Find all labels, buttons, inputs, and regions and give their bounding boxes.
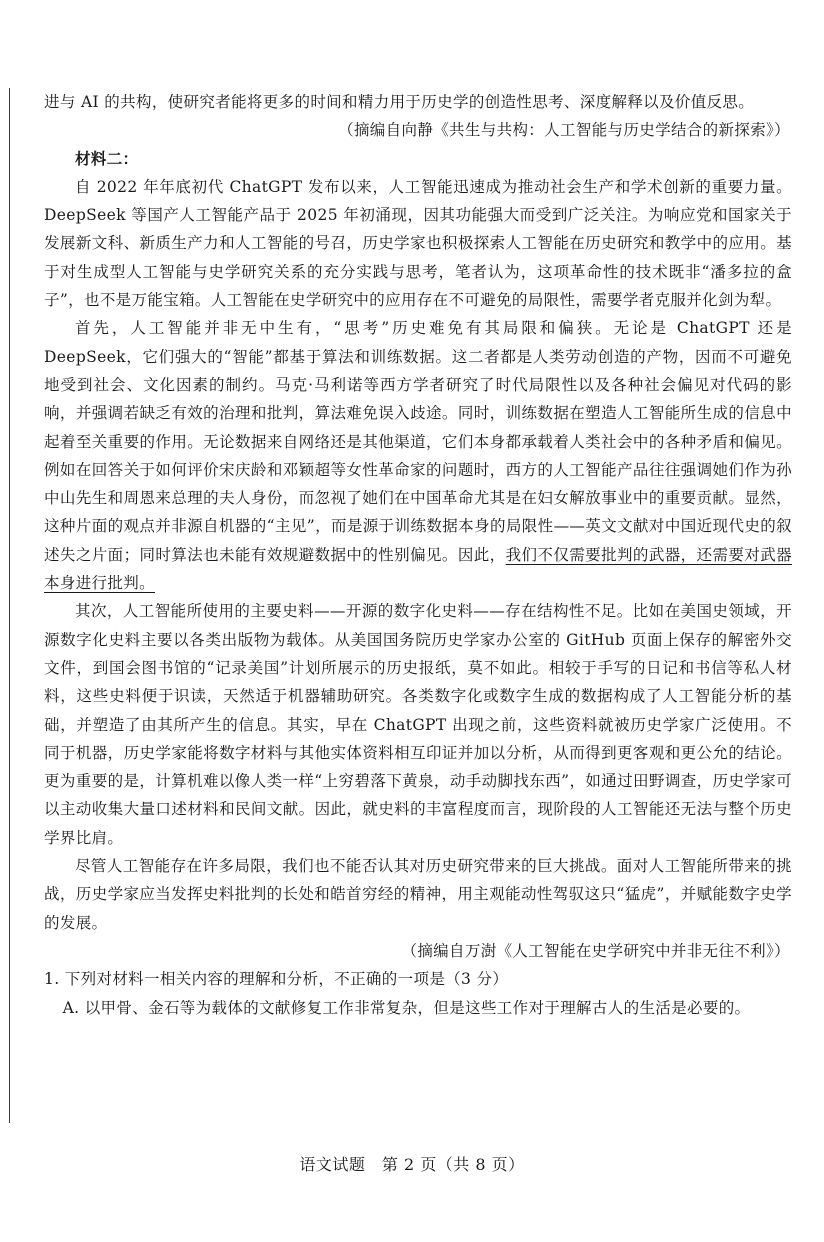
source-citation-1: （摘编自向静《共生与共构：人工智能与历史学结合的新探索》） [338, 121, 790, 140]
binding-margin-line [9, 88, 10, 1123]
question-1-option-a: A. 以甲骨、金石等为载体的文献修复工作非常复杂，但是这些工作对于理解古人的生活是必要的。 [62, 998, 751, 1017]
article-body [44, 88, 792, 1022]
paragraph-4: 尽管人工智能存在许多局限，我们也不能否认其对历史研究带来的巨大挑战。面对人工智能所带来的挑战，历史学家应当发挥史料批判的长处和皓首穷经的精神，用主观能动性驾驭这只“猛虎”，并赋能数字史学的发展。 [44, 857, 792, 932]
material2-heading: 材料二： [75, 148, 139, 168]
question-1: 1. 下列对材料一相关内容的理解和分析，不正确的一项是（3 分） [44, 970, 509, 989]
material1-tail: 进与 AI 的共构，使研究者能将更多的时间和精力用于历史学的创造性思考、深度解释以及价值反思。 [44, 93, 755, 111]
paragraph-2 [44, 314, 792, 597]
paragraph-3: 其次，人工智能所使用的主要史料——开源的数字化史料——存在结构性不足。比如在美国史领域，开源数字化史料主要以各类出版物为载体。从美国国务院历史学家办公室的 GitHub 页面上保存的解密外交文件，到国会图书馆的“记录美国”计划所展示的历史报纸，莫不如此。相较于手写的日记和书信等私人材料，这些史料便于识读，天然适于机器辅助研究。各类数字化或数字生成的数据构成了人工智能分析的基础，并塑造了由其所产生的信息。其实，早在 ChatGPT 出现之前，这些资料就被历史学家广泛使用。不同于机器，历史学家能将数字材料与其他实体资料相互印证并加以分析，从而得到更客观和更公允的结论。更为重要的是，计算机难以像人类一样“上穷碧落下黄泉，动手动脚找东西”，如通过田野调查，历史学家可以主动收集大量口述材料和民间文献。因此，就史料的丰富程度而言，现阶段的人工智能还无法与整个历史学界比肩。 [44, 602, 792, 847]
source-citation-2: （摘编自万澍《人工智能在史学研究中并非无往不利》） [401, 941, 790, 960]
paragraph-2-text: 首先，人工智能并非无中生有，“思考”历史难免有其局限和偏狭。无论是 ChatGPT 还是 DeepSeek，它们强大的“智能”都基于算法和训练数据。这二者都是人类劳动创造的产物，因而不可避免地受到社会、文化因素的制约。马克·马利诺等西方学者研究了时代局限性以及各种社会偏见对代码的影响，并强调若缺乏有效的治理和批判，算法难免误入歧途。同时，训练数据在塑造人工智能所生成的信息中起着至关重要的作用。无论数据来自网络还是其他渠道，它们本身都承载着人类社会中的各种矛盾和偏见。例如在回答关于如何评价宋庆龄和邓颖超等女性革命家的问题时，西方的人工智能产品往往强调她们作为孙中山先生和周恩来总理的夫人身份，而忽视了她们在中国革命尤其是在妇女解放事业中的重要贡献。显然，这种片面的观点并非源自机器的“主见”，而是源于训练数据本身的局限性——英文文献对中国近现代史的叙述失之片面；同时算法也未能有效规避数据中的性别偏见。因此， [44, 319, 792, 564]
paragraph-1: 自 2022 年年底初代 ChatGPT 发布以来，人工智能迅速成为推动社会生产和学术创新的重要力量。DeepSeek 等国产人工智能产品于 2025 年初涌现，因其功能强大而受到广泛关注。为响应党和国家关于发展新文科、新质生产力和人工智能的号召，历史学家也积极探索人工智能在历史研究和教学中的应用。基于对生成型人工智能与史学研究关系的充分实践与思考，笔者认为，这项革命性的技术既非“潘多拉的盒子”，也不是万能宝箱。人工智能在史学研究中的应用存在不可避免的局限性，需要学者克服并化剑为犁。 [44, 177, 792, 310]
page-footer: 语文试题 第 2 页（共 8 页） [299, 1155, 525, 1174]
underlined-sentence: 我们不仅需要批判的武器，还需要对武器本身进行批判。 [44, 545, 792, 593]
